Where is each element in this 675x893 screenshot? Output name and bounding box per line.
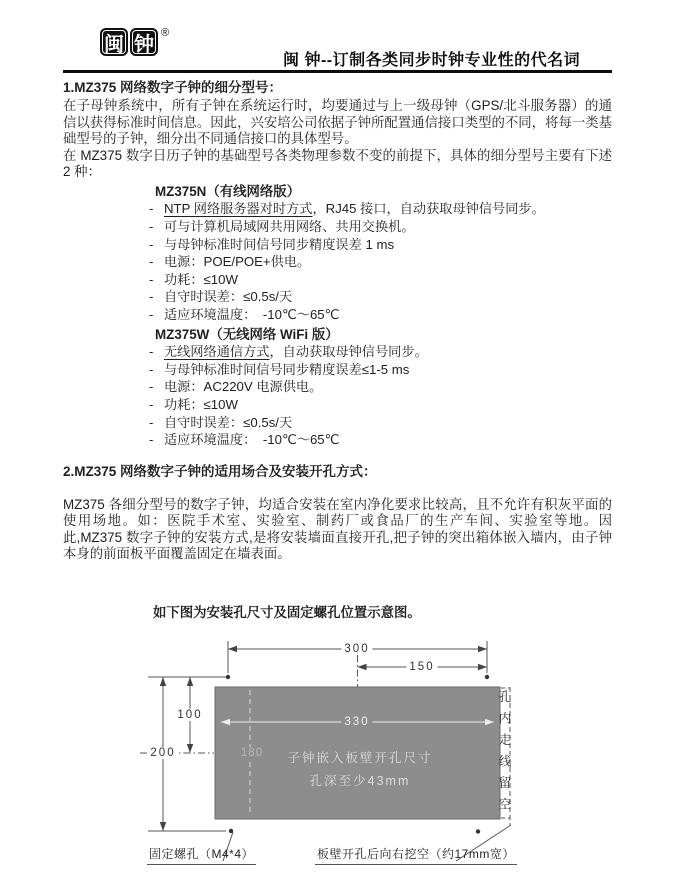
section1-paragraph1: 在子母钟系统中，所有子钟在系统运行时，均要通过与上一级母钟（GPS/北斗服务器）的通信以获得标准时间信息。因此，兴安培公司依据子钟所配置通信接口类型的不同，将每一类基础型号的子钟，细分出不同通信接口的具体型号。 xyxy=(63,98,613,147)
bullet-dash: - xyxy=(149,432,154,448)
cutout-label: 板壁开孔后向右挖空（约17mm宽） xyxy=(315,845,517,865)
model-mz375n-spec-list xyxy=(149,200,612,323)
bullet-dash: - xyxy=(149,396,154,412)
screw-hole-top-left xyxy=(226,675,230,679)
spec-text: 功耗：≤10W xyxy=(164,271,238,287)
spec-item xyxy=(149,218,612,236)
figure-caption: 如下图为安装孔尺寸及固定螺孔位置示意图。 xyxy=(153,605,421,621)
logo-seal-char-min: 闽 xyxy=(100,28,128,56)
spec-text: 自守时误差：≤0.5s/天 xyxy=(164,289,293,305)
bullet-dash: - xyxy=(149,361,154,377)
spec-item xyxy=(149,431,612,449)
minzhong-logo xyxy=(100,28,169,56)
spec-text: ，RJ45 接口，自动获取母钟信号同步。 xyxy=(312,201,545,217)
spec-text: 与母钟标准时间信号同步精度误差 1 ms xyxy=(164,236,395,252)
document-body xyxy=(63,79,612,621)
spec-text: 功耗：≤10W xyxy=(164,396,238,412)
dim-label-150: 150 xyxy=(406,661,437,673)
header-slogan: 闽 钟--订制各类同步时钟专业性的代名词 xyxy=(283,52,581,69)
spec-text: ，自动获取母钟信号同步。 xyxy=(269,344,428,360)
arrowhead xyxy=(478,664,487,670)
dim-label-180: 180 xyxy=(238,747,266,759)
spec-text: 可与计算机局域网共用网络、共用交换机。 xyxy=(164,219,415,235)
spec-text: 与母钟标准时间信号同步精度误差≤1-5 ms xyxy=(164,361,410,377)
bullet-dash: - xyxy=(149,254,154,270)
opening-text-line2: 孔深至少43mm xyxy=(309,774,411,788)
arrowhead xyxy=(478,646,487,652)
spec-text: 适应环境温度： -10℃～65℃ xyxy=(164,307,340,323)
model-mz375w-spec-list xyxy=(149,343,612,449)
spec-text: 电源：AC220V 电源供电。 xyxy=(164,379,323,395)
spec-underlined-text: NTP 网络服务器对时方式 xyxy=(164,201,313,217)
spec-text: 自守时误差：≤0.5s/天 xyxy=(164,414,293,430)
bullet-dash: - xyxy=(149,236,154,252)
opening-text-line1: 子钟嵌入板壁开孔尺寸 xyxy=(287,751,433,765)
section1-heading: 1.MZ375 网络数字子钟的细分型号： xyxy=(63,80,283,95)
spec-item xyxy=(149,200,612,218)
spec-item xyxy=(149,343,612,361)
spec-text: 电源：POE/POE+供电。 xyxy=(164,254,311,270)
bullet-dash: - xyxy=(149,289,154,305)
spec-underlined-text: 无线网络通信方式 xyxy=(164,344,270,360)
spec-item xyxy=(149,288,612,306)
wiring-clearance-note: 孔内走线留空 xyxy=(497,690,511,819)
spec-item xyxy=(149,361,612,379)
arrowhead xyxy=(160,677,166,686)
installation-diagram xyxy=(0,628,675,893)
bullet-dash: - xyxy=(149,307,154,323)
screw-hole-top-right xyxy=(485,675,489,679)
spec-item xyxy=(149,378,612,396)
bullet-dash: - xyxy=(149,201,154,217)
arrowhead xyxy=(358,664,367,670)
arrowhead xyxy=(187,677,193,686)
spec-item xyxy=(149,396,612,414)
bullet-dash: - xyxy=(149,379,154,395)
arrowhead xyxy=(160,822,166,831)
model-mz375n-name: MZ375N（有线网络版） xyxy=(155,183,301,199)
spec-item xyxy=(149,271,612,289)
section1-paragraph2: 在 MZ375 数字日历子钟的基础型号各类物理参数不变的前提下，具体的细分型号主要有下述 2 种： xyxy=(63,147,612,180)
section2-heading: 2.MZ375 网络数字子钟的适用场合及安装开孔方式： xyxy=(63,463,377,479)
bullet-dash: - xyxy=(149,219,154,235)
screw-hole-bottom-right xyxy=(476,829,480,833)
dim-label-300: 300 xyxy=(341,643,372,655)
logo-seal-char-zhong: 钟 xyxy=(130,28,158,56)
dim-label-100: 100 xyxy=(174,709,205,721)
spec-item xyxy=(149,306,612,324)
section2-paragraph: MZ375 各细分型号的数字子钟，均适合安装在室内净化要求比较高，且不允许有积灰平面的使用场地。如：医院手术室、实验室、制药厂或食品厂的生产车间、实验室等地。因此,MZ375 数字子钟的安装方式,是将安装墙面直接开孔,把子钟的突出箱体嵌入墙内，由子钟本身的前面板平面覆盖固定在墙表面。 xyxy=(63,496,612,562)
spec-item xyxy=(149,236,612,254)
spec-text: 适应环境温度： -10℃～65℃ xyxy=(164,432,340,448)
dim-label-330: 330 xyxy=(341,716,372,728)
spec-item xyxy=(149,414,612,432)
arrowhead xyxy=(228,646,237,652)
bullet-dash: - xyxy=(149,271,154,287)
bullet-dash: - xyxy=(149,344,154,360)
model-mz375w-name: MZ375W（无线网络 WiFi 版） xyxy=(155,326,339,342)
screw-hole-label: 固定螺孔（M4*4） xyxy=(147,845,256,865)
spec-item xyxy=(149,253,612,271)
header-divider xyxy=(63,70,612,73)
dim-label-200: 200 xyxy=(147,747,178,759)
registered-trademark-icon: ® xyxy=(161,27,170,39)
arrowhead xyxy=(187,744,193,753)
bullet-dash: - xyxy=(149,414,154,430)
